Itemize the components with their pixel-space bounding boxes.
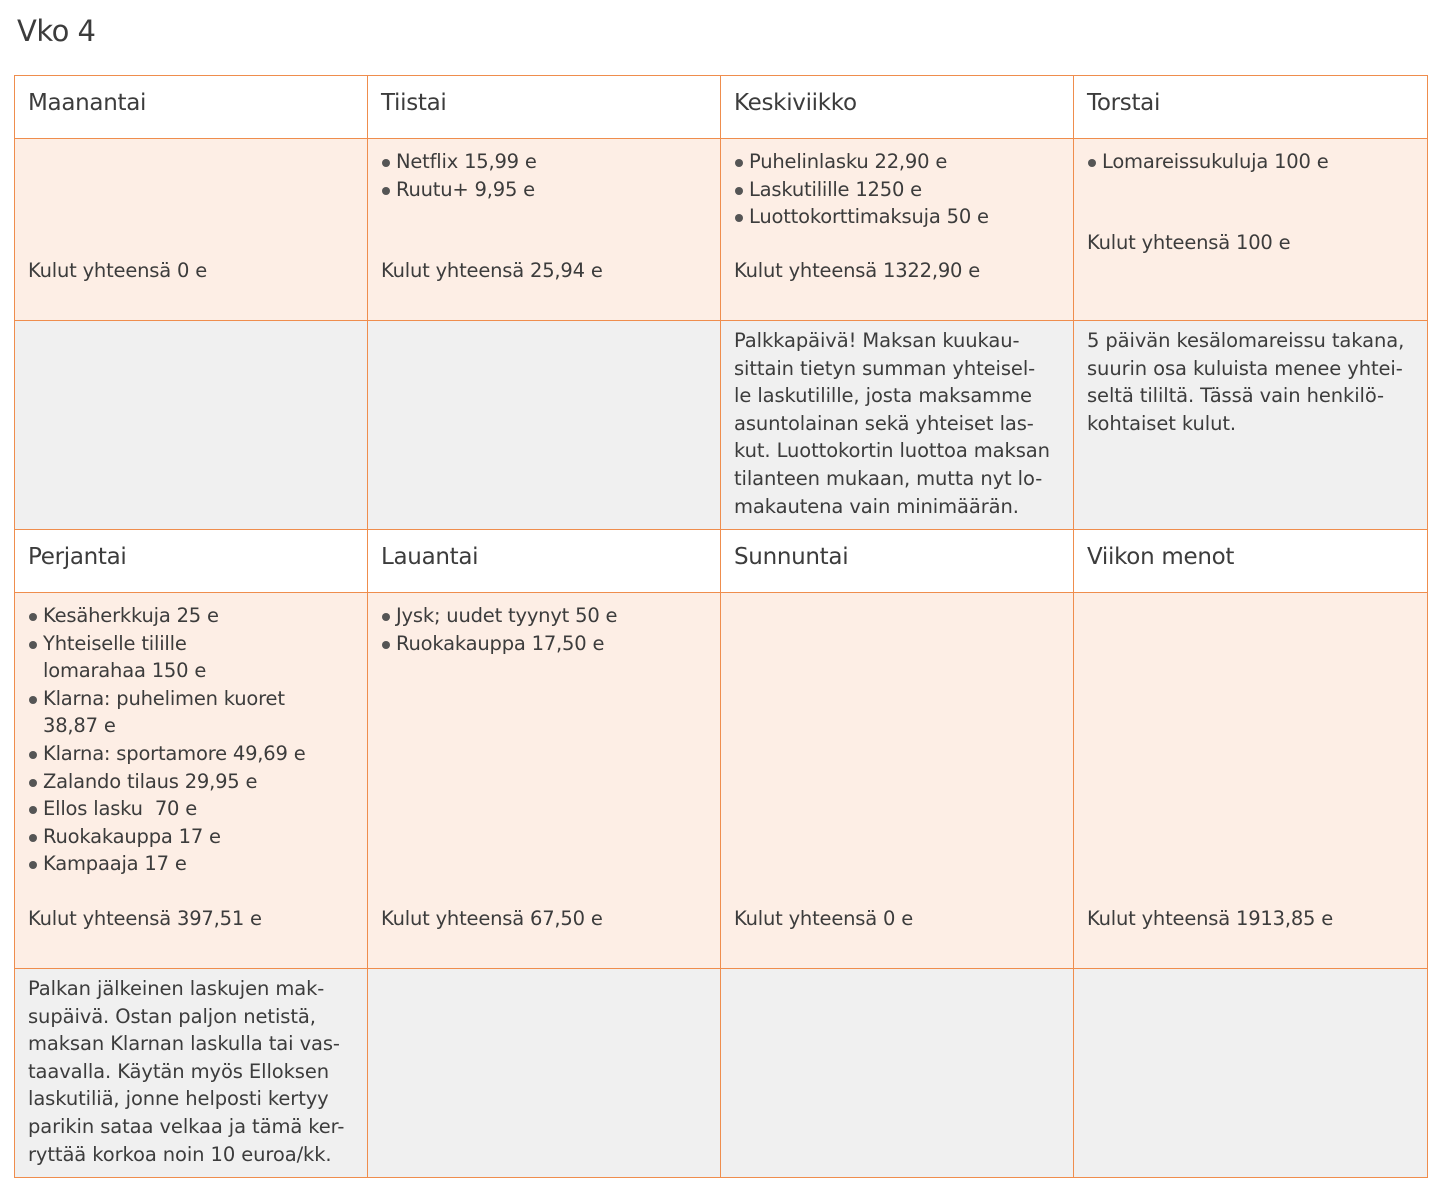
expense-list <box>381 593 708 657</box>
note-cell <box>1074 969 1428 1178</box>
week-summary-heading: Viikon menot <box>1087 544 1235 570</box>
note-text <box>1087 969 1415 975</box>
day-name: Maanantai <box>28 90 147 116</box>
weekly-expense-table <box>14 75 1428 1178</box>
day-name: Sunnuntai <box>734 544 849 570</box>
day-header-cell <box>368 76 721 139</box>
note-cell <box>721 321 1074 530</box>
note-cell <box>1074 321 1428 530</box>
expense-cell <box>721 139 1074 321</box>
day-header-cell <box>721 76 1074 139</box>
day-header-cell <box>368 530 721 593</box>
expense-cell <box>368 593 721 969</box>
note-cell <box>15 321 368 530</box>
expense-item: Kesäherkkuja 25 e <box>28 602 355 630</box>
daily-total: Kulut yhteensä 67,50 e <box>381 907 603 930</box>
expense-item: Zalando tilaus 29,95 e <box>28 768 355 796</box>
note-cell <box>368 969 721 1178</box>
day-header-cell <box>721 530 1074 593</box>
note-cell <box>368 321 721 530</box>
weekly-total: Kulut yhteensä 1913,85 e <box>1087 907 1334 930</box>
expense-item: Kampaaja 17 e <box>28 850 355 878</box>
day-header-row <box>15 530 1428 593</box>
day-name: Keskiviikko <box>734 90 857 116</box>
expense-item: Luottokorttimaksuja 50 e <box>734 203 1061 231</box>
note-text <box>734 969 1061 975</box>
day-header-row <box>15 76 1428 139</box>
expense-cell <box>1074 139 1428 321</box>
expense-cell <box>15 139 368 321</box>
expense-cell <box>368 139 721 321</box>
note-cell <box>721 969 1074 1178</box>
expense-item: Ruutu+ 9,95 e <box>381 176 708 204</box>
expense-item: Ruokakauppa 17,50 e <box>381 630 708 658</box>
note-text <box>381 969 708 975</box>
expense-item: Laskutilille 1250 e <box>734 176 1061 204</box>
expense-cell <box>1074 593 1428 969</box>
day-header-cell <box>15 530 368 593</box>
note-text <box>381 321 708 327</box>
day-header-cell <box>15 76 368 139</box>
expense-item: Klarna: sportamore 49,69 e <box>28 740 355 768</box>
expense-row <box>15 593 1428 969</box>
note-text <box>28 321 355 327</box>
expense-list <box>28 139 355 148</box>
expense-item: Ellos lasku 70 e <box>28 795 355 823</box>
expense-list <box>1087 139 1415 176</box>
day-name: Torstai <box>1087 90 1161 116</box>
day-name: Lauantai <box>381 544 479 570</box>
daily-total: Kulut yhteensä 0 e <box>28 259 208 282</box>
daily-total: Kulut yhteensä 397,51 e <box>28 907 262 930</box>
expense-cell <box>721 593 1074 969</box>
expense-row <box>15 139 1428 321</box>
day-name: Perjantai <box>28 544 127 570</box>
expense-item: Klarna: puhelimen kuoret 38,87 e <box>28 685 293 740</box>
daily-total: Kulut yhteensä 25,94 e <box>381 259 603 282</box>
day-name: Tiistai <box>381 90 447 116</box>
expense-list <box>734 139 1061 231</box>
daily-total: Kulut yhteensä 0 e <box>734 907 914 930</box>
expense-item: Netflix 15,99 e <box>381 148 708 176</box>
note-row <box>15 321 1428 530</box>
note-text: Palkkapäivä! Maksan kuukau- sittain tietyn summan yhteisel- le laskutilille, josta maksamme asuntolainan sekä yhteiset las- kut. Luottokortin luottoa maksan tilanteen mukaan, mutta nyt lo- makautena vain minimäärän. <box>734 329 1050 518</box>
day-header-cell <box>1074 530 1428 593</box>
expense-list <box>381 139 708 203</box>
note-cell <box>15 969 368 1178</box>
daily-total: Kulut yhteensä 100 e <box>1087 231 1291 254</box>
note-row <box>15 969 1428 1178</box>
expense-cell <box>15 593 368 969</box>
expense-item: Jysk; uudet tyynyt 50 e <box>381 602 708 630</box>
expense-item: Yhteiselle tilille lomarahaa 150 e <box>28 630 293 685</box>
expense-item: Puhelinlasku 22,90 e <box>734 148 1061 176</box>
expense-list <box>28 593 355 878</box>
note-text: 5 päivän kesälomareissu takana, suurin osa kuluista menee yhtei- seltä tililtä. Tässä vain henkilö- kohtaiset kulut. <box>1087 329 1405 435</box>
day-header-cell <box>1074 76 1428 139</box>
daily-total: Kulut yhteensä 1322,90 e <box>734 259 981 282</box>
expense-item: Lomareissukuluja 100 e <box>1087 148 1415 176</box>
note-text: Palkan jälkeinen laskujen mak- supäivä. Ostan paljon netistä, maksan Klarnan laskulla tai vas- taavalla. Käytän myös Elloksen laskutiliä, jonne helposti kertyy parikin sataa velkaa ja tämä ker- ryttää korkoa noin 10 euroa/kk. <box>28 977 345 1166</box>
page-title: Vko 4 <box>17 14 96 48</box>
expense-item: Ruokakauppa 17 e <box>28 823 355 851</box>
